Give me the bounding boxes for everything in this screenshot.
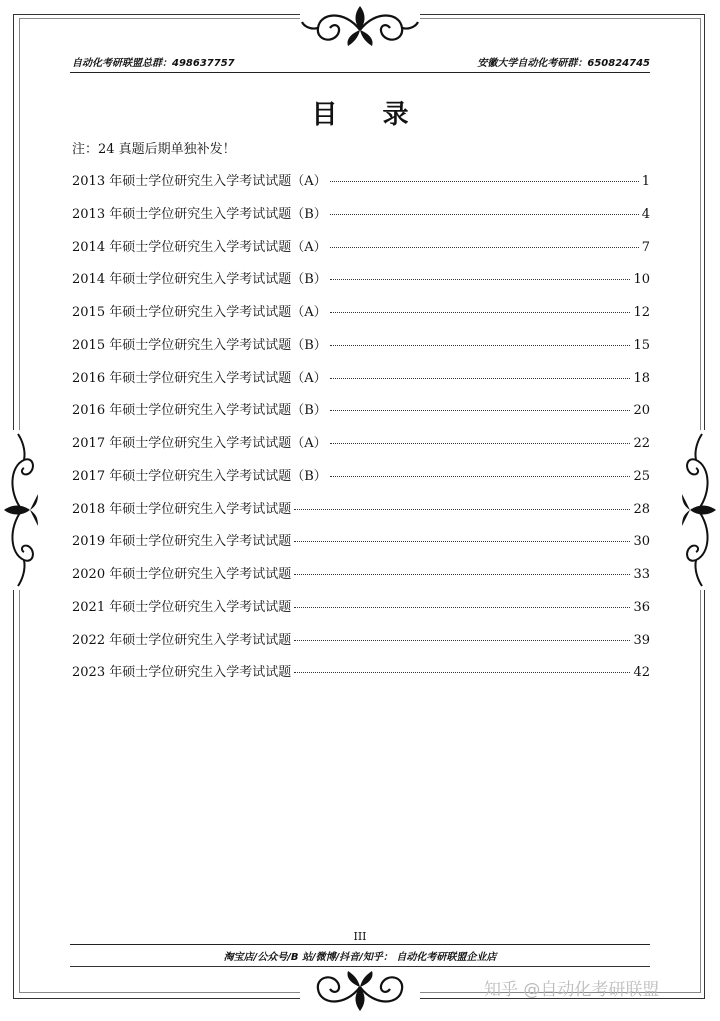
page-number: III [353,930,367,943]
toc-entry-page: 20 [633,403,650,418]
toc-entry-title: 2018 年硕士学位研究生入学考试试题 [72,502,292,517]
toc-entry-title: 2019 年硕士学位研究生入学考试试题 [72,534,292,549]
toc-entry-title: 2017 年硕士学位研究生入学考试试题（B） [72,469,327,484]
toc-entry[interactable] [72,465,650,487]
toc-entry[interactable] [72,432,650,454]
toc-entry-title: 2013 年硕士学位研究生入学考试试题（B） [72,207,327,222]
toc-leader-dots [330,181,639,182]
toc-entry-page: 28 [633,502,650,517]
toc-entry-page: 12 [633,305,650,320]
header-right-text: 安徽大学自动化考研群：650824745 [477,58,650,69]
toc-entry-page: 25 [633,469,650,484]
watermark-text: 知乎 @自动化考研联盟 [484,980,660,1000]
toc-entry[interactable] [72,530,650,552]
toc-entry[interactable] [72,170,650,192]
toc-entry[interactable] [72,661,650,683]
page-title: 目 录 [311,100,427,130]
header-left-text: 自动化考研联盟总群：498637757 [72,58,235,69]
footer-divider-bottom [70,966,650,967]
toc-leader-dots [330,378,631,379]
toc-entry-page: 30 [633,534,650,549]
toc-leader-dots [294,672,630,673]
toc-entry[interactable] [72,596,650,618]
toc-entry-title: 2021 年硕士学位研究生入学考试试题 [72,600,292,615]
toc-entry[interactable] [72,301,650,323]
bottom-flourish-icon [300,965,420,1017]
toc-leader-dots [294,574,630,575]
left-flourish-icon [0,430,40,590]
toc-entry-title: 2022 年硕士学位研究生入学考试试题 [72,633,292,648]
toc-entry[interactable] [72,334,650,356]
toc-entry-page: 42 [633,665,650,680]
toc-leader-dots [330,345,631,346]
toc-leader-dots [330,214,639,215]
toc-entry[interactable] [72,399,650,421]
toc-leader-dots [294,509,630,510]
toc-entry-title: 2013 年硕士学位研究生入学考试试题（A） [72,174,327,189]
right-flourish-icon [680,430,720,590]
toc-entry-title: 2023 年硕士学位研究生入学考试试题 [72,665,292,680]
toc-entry-page: 39 [633,633,650,648]
toc-entry-page: 4 [641,207,650,222]
toc-entry[interactable] [72,236,650,258]
toc-leader-dots [294,541,630,542]
toc-entry[interactable] [72,203,650,225]
toc-entry[interactable] [72,498,650,520]
note-text: 注：24 真题后期单独补发！ [72,142,236,157]
toc-leader-dots [330,312,631,313]
toc-entry-page: 22 [633,436,650,451]
footer-text: 淘宝店/公众号/B 站/微博/抖音/知乎： 自动化考研联盟企业店 [223,952,497,963]
toc-leader-dots [330,443,631,444]
toc-entry-title: 2020 年硕士学位研究生入学考试试题 [72,567,292,582]
toc-entry-title: 2015 年硕士学位研究生入学考试试题（A） [72,305,327,320]
toc-entry-title: 2016 年硕士学位研究生入学考试试题（A） [72,371,327,386]
toc-leader-dots [294,607,630,608]
toc-leader-dots [330,279,631,280]
toc-entry-page: 10 [633,272,650,287]
toc-entry-page: 18 [633,371,650,386]
toc-entry-title: 2017 年硕士学位研究生入学考试试题（A） [72,436,327,451]
footer-divider-top [70,944,650,945]
toc-entry-page: 33 [633,567,650,582]
toc-leader-dots [330,476,631,477]
toc-leader-dots [330,247,639,248]
toc-entry-page: 1 [641,174,650,189]
toc-entry-title: 2016 年硕士学位研究生入学考试试题（B） [72,403,327,418]
toc-entry[interactable] [72,629,650,651]
header-divider [70,72,650,73]
toc-entry-title: 2014 年硕士学位研究生入学考试试题（A） [72,240,327,255]
toc-entry-title: 2014 年硕士学位研究生入学考试试题（B） [72,272,327,287]
toc-entry-page: 7 [641,240,650,255]
toc-entry[interactable] [72,563,650,585]
toc-entry[interactable] [72,367,650,389]
toc-entry-page: 36 [633,600,650,615]
top-flourish-icon [300,0,420,52]
toc-entry-page: 15 [633,338,650,353]
toc-entry[interactable] [72,268,650,290]
toc-leader-dots [294,640,630,641]
page-header [72,52,650,72]
toc-leader-dots [330,410,631,411]
toc-entry-title: 2015 年硕士学位研究生入学考试试题（B） [72,338,327,353]
